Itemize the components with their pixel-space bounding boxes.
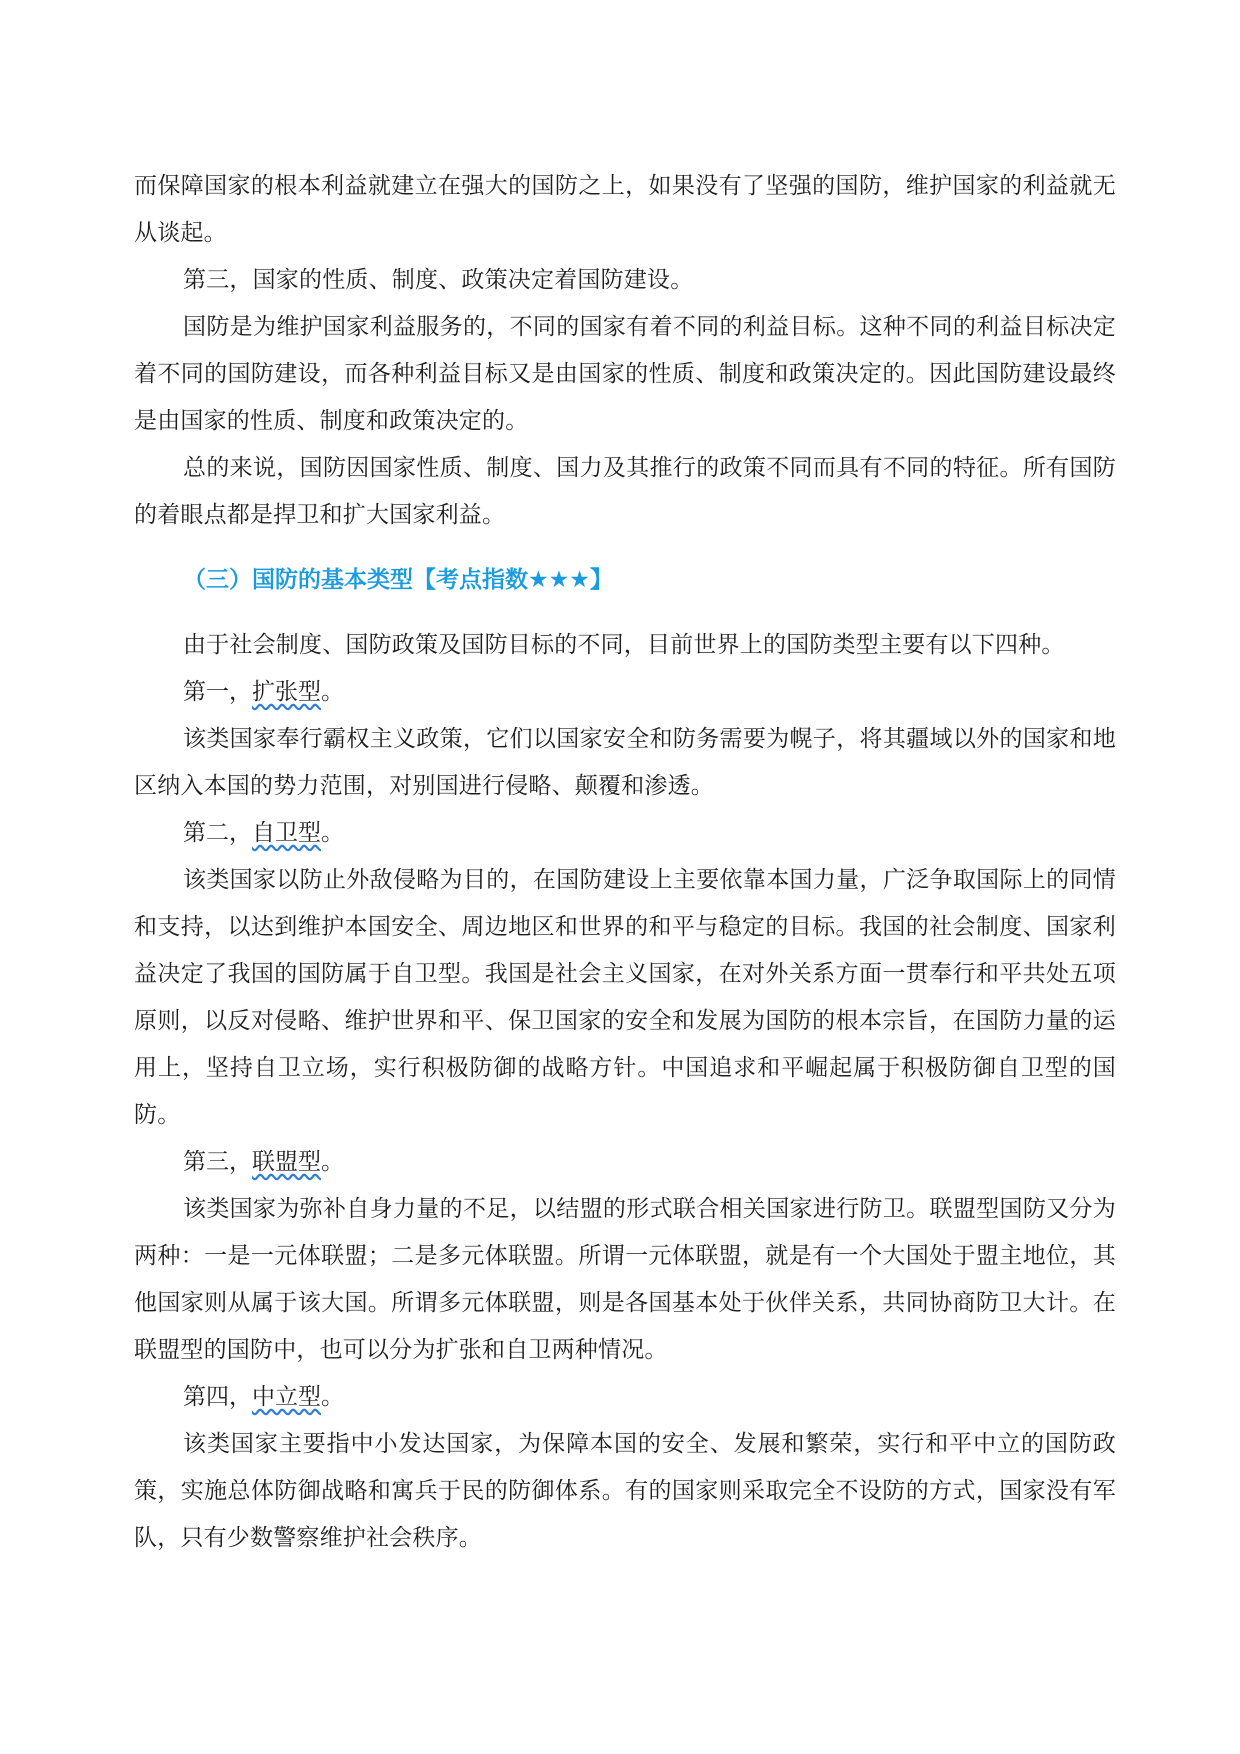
type-heading-alliance (134, 1139, 1116, 1186)
type-name: 中立型 (252, 1384, 321, 1410)
type-name: 扩张型 (252, 679, 321, 705)
paragraph-national-interest: 国防是为维护国家利益服务的，不同的国家有着不同的利益目标。这种不同的利益目标决定着不同的国防建设，而各种利益目标又是由国家的性质、制度和政策决定的。因此国防建设最终是由国家的性质、制度和政策决定的。 (134, 314, 1116, 434)
type-desc-expansion: 该类国家奉行霸权主义政策，它们以国家安全和防务需要为幌子，将其疆域以外的国家和地区纳入本国的势力范围，对别国进行侵略、颠覆和渗透。 (134, 726, 1116, 799)
type-heading-self-defense (134, 810, 1116, 857)
type-prefix: 第三， (183, 1149, 252, 1175)
paragraph-point-three: 第三，国家的性质、制度、政策决定着国防建设。 (183, 267, 694, 293)
type-suffix: 。 (321, 679, 344, 705)
type-suffix: 。 (321, 820, 344, 846)
type-suffix: 。 (321, 1384, 344, 1410)
paragraph-summary: 总的来说，国防因国家性质、制度、国力及其推行的政策不同而具有不同的特征。所有国防的着眼点都是捍卫和扩大国家利益。 (134, 455, 1116, 528)
type-name: 自卫型 (252, 820, 321, 846)
section-intro: 由于社会制度、国防政策及国防目标的不同，目前世界上的国防类型主要有以下四种。 (183, 632, 1065, 658)
type-desc-neutral: 该类国家主要指中小发达国家，为保障本国的安全、发展和繁荣，实行和平中立的国防政策，实施总体防御战略和寓兵于民的防御体系。有的国家则采取完全不设防的方式，国家没有军队，只有少数警察维护社会秩序。 (134, 1431, 1116, 1551)
type-heading-expansion (134, 669, 1116, 716)
type-desc-self-defense: 该类国家以防止外敌侵略为目的，在国防建设上主要依靠本国力量，广泛争取国际上的同情和支持，以达到维护本国安全、周边地区和世界的和平与稳定的目标。我国的社会制度、国家利益决定了我国的国防属于自卫型。我国是社会主义国家，在对外关系方面一贯奉行和平共处五项原则，以反对侵略、维护世界和平、保卫国家的安全和发展为国防的根本宗旨，在国防力量的运用上，坚持自卫立场，实行积极防御的战略方针。中国追求和平崛起属于积极防御自卫型的国防。 (134, 867, 1116, 1128)
paragraph-continuation: 而保障国家的根本利益就建立在强大的国防之上，如果没有了坚强的国防，维护国家的利益就无从谈起。 (134, 173, 1116, 246)
type-prefix: 第四， (183, 1384, 252, 1410)
type-heading-neutral (134, 1374, 1116, 1421)
type-prefix: 第一， (183, 679, 252, 705)
type-prefix: 第二， (183, 820, 252, 846)
page-content (134, 163, 1116, 1562)
type-suffix: 。 (321, 1149, 344, 1175)
type-desc-alliance: 该类国家为弥补自身力量的不足，以结盟的形式联合相关国家进行防卫。联盟型国防又分为两种：一是一元体联盟；二是多元体联盟。所谓一元体联盟，就是有一个大国处于盟主地位，其他国家则从属于该大国。所谓多元体联盟，则是各国基本处于伙伴关系，共同协商防卫大计。在联盟型的国防中，也可以分为扩张和自卫两种情况。 (134, 1196, 1116, 1363)
type-name: 联盟型 (252, 1149, 321, 1175)
section-heading: （三）国防的基本类型【考点指数★★★】 (183, 567, 613, 593)
